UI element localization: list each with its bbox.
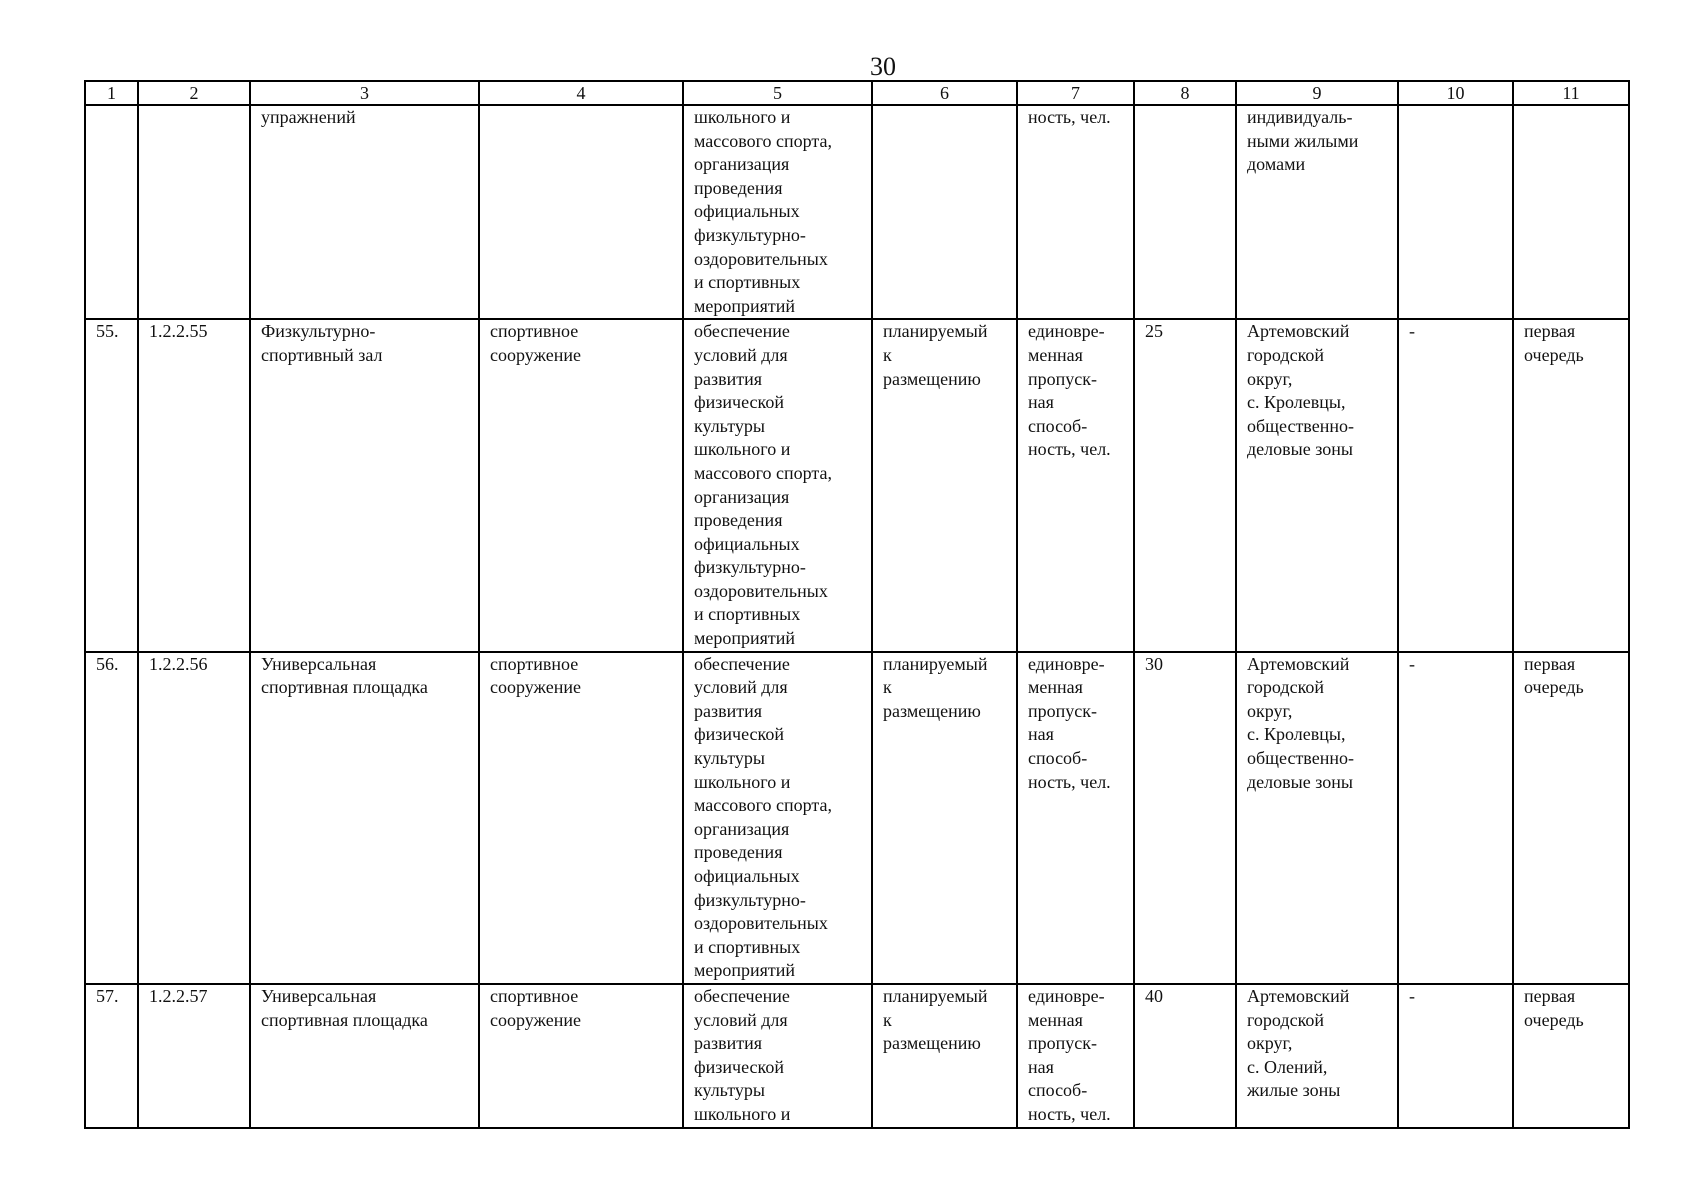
cell-number: 56. — [85, 652, 138, 984]
header-cell: 7 — [1017, 81, 1134, 105]
cell-code: 1.2.2.55 — [138, 319, 250, 651]
header-cell: 11 — [1513, 81, 1629, 105]
cell-zone: - — [1398, 319, 1513, 651]
cell-location: индивидуаль- ными жилыми домами — [1236, 105, 1398, 319]
cell-purpose: обеспечение условий для развития физической культуры школьного и массового спорта, организация проведения официальных физкультурно- оздоровительных и спортивных мероприятий — [683, 319, 872, 651]
cell-zone: - — [1398, 984, 1513, 1128]
cell-purpose: обеспечение условий для развития физической культуры школьного и — [683, 984, 872, 1128]
cell-value: 40 — [1134, 984, 1236, 1128]
cell-status — [872, 105, 1017, 319]
cell-purpose: обеспечение условий для развития физической культуры школьного и массового спорта, организация проведения официальных физкультурно- оздоровительных и спортивных мероприятий — [683, 652, 872, 984]
cell-code — [138, 105, 250, 319]
header-cell: 4 — [479, 81, 683, 105]
table-row — [85, 105, 1629, 319]
header-cell: 9 — [1236, 81, 1398, 105]
cell-stage — [1513, 105, 1629, 319]
cell-type: спортивное сооружение — [479, 652, 683, 984]
header-cell: 1 — [85, 81, 138, 105]
header-cell: 8 — [1134, 81, 1236, 105]
cell-parameter: единовре- менная пропуск- ная способ- ность, чел. — [1017, 319, 1134, 651]
cell-stage: первая очередь — [1513, 984, 1629, 1128]
cell-status: планируемый к размещению — [872, 652, 1017, 984]
page-number: 30 — [870, 52, 896, 81]
cell-type: спортивное сооружение — [479, 984, 683, 1128]
cell-location: Артемовский городской округ, с. Олений, жилые зоны — [1236, 984, 1398, 1128]
cell-code: 1.2.2.57 — [138, 984, 250, 1128]
header-row — [85, 81, 1629, 105]
table-row — [85, 984, 1629, 1128]
cell-stage: первая очередь — [1513, 319, 1629, 651]
table-row — [85, 319, 1629, 651]
cell-status: планируемый к размещению — [872, 319, 1017, 651]
cell-name: Универсальная спортивная площадка — [250, 652, 479, 984]
cell-zone — [1398, 105, 1513, 319]
cell-value: 30 — [1134, 652, 1236, 984]
cell-name: упражнений — [250, 105, 479, 319]
cell-stage: первая очередь — [1513, 652, 1629, 984]
header-cell: 6 — [872, 81, 1017, 105]
cell-zone: - — [1398, 652, 1513, 984]
cell-name: Физкультурно- спортивный зал — [250, 319, 479, 651]
cell-status: планируемый к размещению — [872, 984, 1017, 1128]
table-row — [85, 652, 1629, 984]
cell-parameter: единовре- менная пропуск- ная способ- ность, чел. — [1017, 652, 1134, 984]
cell-number: 57. — [85, 984, 138, 1128]
cell-parameter: единовре- менная пропуск- ная способ- ность, чел. — [1017, 984, 1134, 1128]
cell-type — [479, 105, 683, 319]
cell-parameter: ность, чел. — [1017, 105, 1134, 319]
header-cell: 3 — [250, 81, 479, 105]
cell-location: Артемовский городской округ, с. Кролевцы, общественно- деловые зоны — [1236, 319, 1398, 651]
header-cell: 10 — [1398, 81, 1513, 105]
cell-location: Артемовский городской округ, с. Кролевцы, общественно- деловые зоны — [1236, 652, 1398, 984]
cell-value: 25 — [1134, 319, 1236, 651]
cell-name: Универсальная спортивная площадка — [250, 984, 479, 1128]
cell-code: 1.2.2.56 — [138, 652, 250, 984]
cell-type: спортивное сооружение — [479, 319, 683, 651]
header-cell: 5 — [683, 81, 872, 105]
cell-number: 55. — [85, 319, 138, 651]
cell-number — [85, 105, 138, 319]
cell-purpose: школьного и массового спорта, организация проведения официальных физкультурно- оздоровительных и спортивных мероприятий — [683, 105, 872, 319]
header-cell: 2 — [138, 81, 250, 105]
document-table — [84, 80, 1630, 1129]
cell-value — [1134, 105, 1236, 319]
